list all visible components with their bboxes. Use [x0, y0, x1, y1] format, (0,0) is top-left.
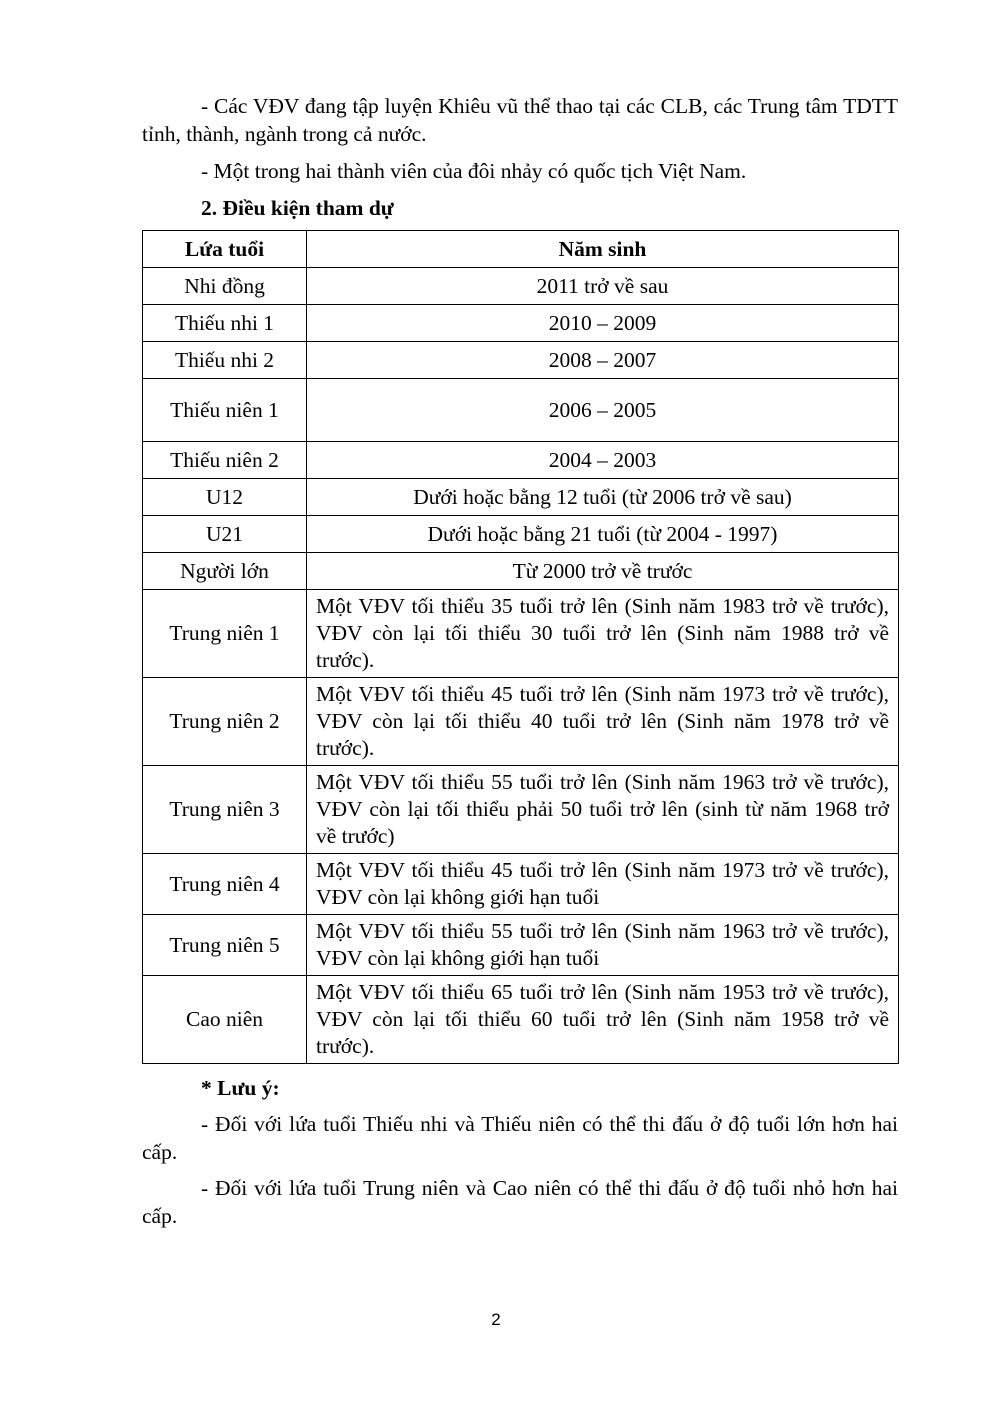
table-row — [143, 379, 899, 442]
table-row — [143, 553, 899, 590]
table-row — [143, 915, 899, 976]
age-group-cell: Trung niên 2 — [143, 678, 307, 766]
intro-paragraph-1: - Các VĐV đang tập luyện Khiêu vũ thể thao tại các CLB, các Trung tâm TDTT tỉnh, thành, ngành trong cả nước. — [142, 94, 898, 146]
table-row — [143, 479, 899, 516]
birth-year-cell: Dưới hoặc bằng 21 tuổi (từ 2004 - 1997) — [307, 516, 899, 553]
age-group-cell: Người lớn — [143, 553, 307, 590]
age-group-cell: Thiếu nhi 2 — [143, 342, 307, 379]
birth-year-cell: 2008 – 2007 — [307, 342, 899, 379]
birth-year-cell: Một VĐV tối thiểu 55 tuổi trở lên (Sinh năm 1963 trở về trước), VĐV còn lại không giới hạn tuổi — [307, 915, 899, 976]
age-group-cell: Trung niên 4 — [143, 854, 307, 915]
birth-year-cell: 2004 – 2003 — [307, 442, 899, 479]
age-group-cell: Nhi đồng — [143, 268, 307, 305]
birth-year-cell: Một VĐV tối thiểu 45 tuổi trở lên (Sinh năm 1973 trở về trước), VĐV còn lại tối thiểu 40 tuổi trở lên (Sinh năm 1978 trở về trước). — [307, 678, 899, 766]
birth-year-cell: Một VĐV tối thiểu 55 tuổi trở lên (Sinh năm 1963 trở về trước), VĐV còn lại tối thiểu phải 50 tuổi trở lên (sinh từ năm 1968 trở về trước) — [307, 766, 899, 854]
age-group-cell: Trung niên 5 — [143, 915, 307, 976]
note-item: - Đối với lứa tuổi Trung niên và Cao niên có thể thi đấu ở độ tuổi nhỏ hơn hai cấp. — [142, 1176, 898, 1228]
age-group-cell: Thiếu nhi 1 — [143, 305, 307, 342]
section-heading: 2. Điều kiện tham dự — [201, 196, 394, 220]
table-row — [143, 854, 899, 915]
intro-paragraph-2: - Một trong hai thành viên của đôi nhảy có quốc tịch Việt Nam. — [201, 159, 747, 183]
age-group-cell: Trung niên 1 — [143, 590, 307, 678]
birth-year-cell: Dưới hoặc bằng 12 tuổi (từ 2006 trở về sau) — [307, 479, 899, 516]
table-row — [143, 678, 899, 766]
age-group-cell: U21 — [143, 516, 307, 553]
age-group-cell: U12 — [143, 479, 307, 516]
table-header-row — [143, 231, 899, 268]
age-group-cell: Cao niên — [143, 976, 307, 1064]
document-page — [142, 92, 898, 1238]
birth-year-cell: Từ 2000 trở về trước — [307, 553, 899, 590]
table-row — [143, 766, 899, 854]
age-group-cell: Trung niên 3 — [143, 766, 307, 854]
birth-year-cell: Một VĐV tối thiểu 65 tuổi trở lên (Sinh năm 1953 trở về trước), VĐV còn lại tối thiểu 60 tuổi trở lên (Sinh năm 1958 trở về trước). — [307, 976, 899, 1064]
birth-year-cell: Một VĐV tối thiểu 45 tuổi trở lên (Sinh năm 1973 trở về trước), VĐV còn lại không giới hạn tuổi — [307, 854, 899, 915]
age-group-cell: Thiếu niên 2 — [143, 442, 307, 479]
table-row — [143, 976, 899, 1064]
birth-year-cell: 2006 – 2005 — [307, 379, 899, 442]
table-row — [143, 305, 899, 342]
header-age-group: Lứa tuổi — [143, 231, 307, 268]
note-title: * Lưu ý: — [201, 1076, 280, 1100]
header-birth-year: Năm sinh — [307, 231, 899, 268]
birth-year-cell: 2010 – 2009 — [307, 305, 899, 342]
note-item: - Đối với lứa tuổi Thiếu nhi và Thiếu niên có thể thi đấu ở độ tuổi lớn hơn hai cấp. — [142, 1112, 898, 1164]
eligibility-table — [142, 230, 899, 1064]
table-row — [143, 590, 899, 678]
table-row — [143, 442, 899, 479]
table-row — [143, 342, 899, 379]
table-row — [143, 516, 899, 553]
birth-year-cell: 2011 trở về sau — [307, 268, 899, 305]
page-number: 2 — [491, 1310, 501, 1329]
table-row — [143, 268, 899, 305]
birth-year-cell: Một VĐV tối thiểu 35 tuổi trở lên (Sinh năm 1983 trở về trước), VĐV còn lại tối thiểu 30 tuổi trở lên (Sinh năm 1988 trở về trước). — [307, 590, 899, 678]
age-group-cell: Thiếu niên 1 — [143, 379, 307, 442]
